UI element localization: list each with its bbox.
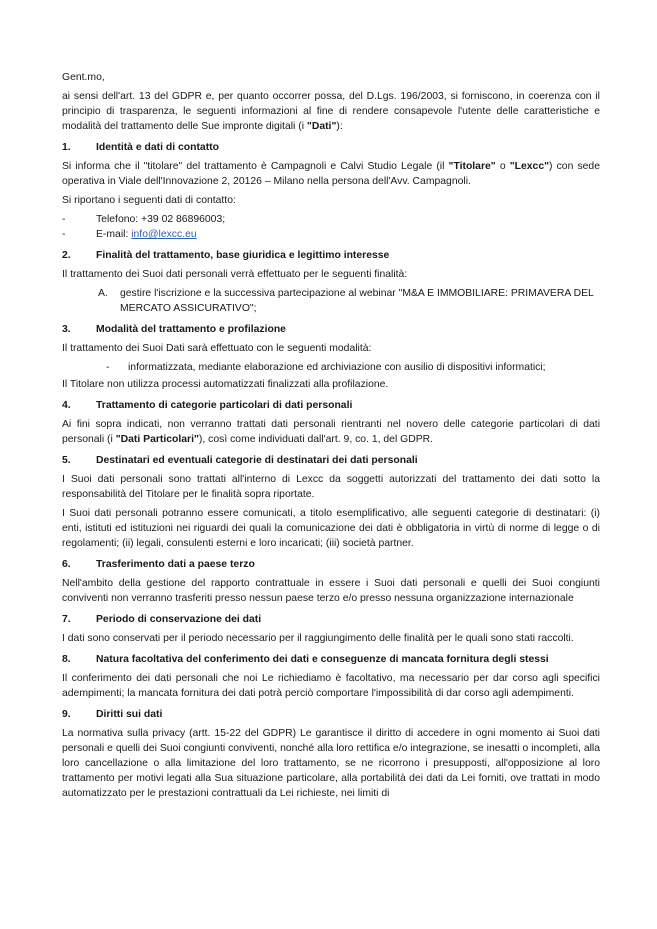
modality-text: informatizzata, mediante elaborazione ed archiviazione con ausilio di dispositivi informatici; <box>128 362 546 373</box>
section-6-paragraph: Nell'ambito della gestione del rapporto contrattuale in essere i Suoi dati personali e quelli dei Suoi congiunti conviventi non verranno trasferiti presso nessun paese terzo e/o presso nessuna organizzazione internazionale <box>62 578 600 604</box>
contact-intro: Si riportano i seguenti dati di contatto: <box>62 195 236 206</box>
section-number: 4. <box>62 400 71 411</box>
section-5-paragraph: I Suoi dati personali sono trattati all'interno di Lexcc da soggetti autorizzati del trattamento dei dati sotto la responsabilità del Titolare per le finalità sopra riportate. <box>62 474 600 500</box>
section-title: Trattamento di categorie particolari di dati personali <box>96 400 353 411</box>
contact-phone <box>62 212 600 227</box>
section-number: 8. <box>62 654 71 665</box>
text-run: Ai fini sopra indicati, non verranno trattati dati personali rientranti nel novero delle categorie particolari di dati personali (i <box>62 419 600 445</box>
section-number: 6. <box>62 559 71 570</box>
greeting: Gent.mo, <box>62 72 105 83</box>
list-bullet: - <box>62 214 66 225</box>
titolare-term: "Titolare" <box>448 161 496 172</box>
section-title: Periodo di conservazione dei dati <box>96 614 262 625</box>
purpose-item-a <box>98 286 600 316</box>
list-marker: A. <box>98 288 108 299</box>
section-number: 5. <box>62 455 71 466</box>
email-label: E-mail: <box>96 229 132 240</box>
intro-dati-term: "Dati" <box>306 121 337 132</box>
section-1-paragraph <box>62 159 600 189</box>
text-run: o <box>495 161 510 172</box>
section-title: Finalità del trattamento, base giuridica e legittimo interesse <box>96 250 390 261</box>
section-3-heading <box>62 322 600 337</box>
text-run: Si informa che il "titolare" del trattamento è Campagnoli e Calvi Studio Legale (il <box>62 161 449 172</box>
section-title: Identità e dati di contatto <box>96 142 219 153</box>
section-7-paragraph: I dati sono conservati per il periodo necessario per il raggiungimento delle finalità per le quali sono stati raccolti. <box>62 633 574 644</box>
section-3-paragraph-2: Il Titolare non utilizza processi automatizzati finalizzati alla profilazione. <box>62 379 389 390</box>
section-4-heading <box>62 398 600 413</box>
section-5-paragraph-2: I Suoi dati personali potranno essere comunicati, a titolo esemplificativo, alle seguenti categorie di destinatari: (i) enti, istituti ed istituzioni nei riguardi dei quali la comunicazione dei dati è obbligatoria in virtù di norme di legge o di regolamenti; (ii) legali, consulenti esterni e loro incaricati; (iii) società partner. <box>62 508 600 549</box>
intro-paragraph <box>62 89 600 134</box>
purpose-text: gestire l'iscrizione e la successiva partecipazione al webinar "M&A E IMMOBILIARE: PRIMAVERA DEL MERCATO ASSICURATIVO"; <box>120 288 594 314</box>
section-number: 3. <box>62 324 71 335</box>
section-number: 1. <box>62 142 71 153</box>
list-bullet: - <box>106 362 110 373</box>
section-number: 7. <box>62 614 71 625</box>
section-3-paragraph: Il trattamento dei Suoi Dati sarà effettuato con le seguenti modalità: <box>62 343 372 354</box>
intro-text: ai sensi dell'art. 13 del GDPR e, per quanto occorrer possa, del D.Lgs. 196/2003, si forniscono, in coerenza con il principio di trasparenza, le seguenti informazioni al fine di rendere consapevole l'utente delle caratteristiche e modalità del trattamento delle Sue impronte digitali (i <box>62 91 600 132</box>
section-number: 9. <box>62 709 71 720</box>
contact-email <box>62 227 600 242</box>
list-bullet: - <box>62 229 66 240</box>
modality-item <box>106 360 600 375</box>
section-6-heading <box>62 557 600 572</box>
section-number: 2. <box>62 250 71 261</box>
section-1-heading <box>62 140 600 155</box>
section-2-heading <box>62 248 600 263</box>
section-9-heading <box>62 707 600 722</box>
section-8-heading <box>62 652 600 667</box>
section-7-heading <box>62 612 600 627</box>
privacy-notice-page <box>62 70 600 805</box>
section-title: Destinatari ed eventuali categorie di destinatari dei dati personali <box>96 455 418 466</box>
section-2-paragraph: Il trattamento dei Suoi dati personali verrà effettuato per le seguenti finalità: <box>62 269 408 280</box>
text-run: ) con sede operativa in Viale dell'Innovazione 2, 20126 – Milano nella persona dell'Avv. Campagnoli. <box>62 161 600 187</box>
intro-end: ): <box>336 121 343 132</box>
email-link[interactable]: info@lexcc.eu <box>131 229 197 240</box>
lexcc-term: "Lexcc" <box>509 161 550 172</box>
section-title: Trasferimento dati a paese terzo <box>96 559 255 570</box>
section-title: Diritti sui dati <box>96 709 163 720</box>
section-4-paragraph <box>62 417 600 447</box>
text-run: ), così come individuati dall'art. 9, co. 1, del GDPR. <box>198 434 434 445</box>
phone-text: Telefono: +39 02 86896003; <box>96 214 226 225</box>
section-8-paragraph: Il conferimento dei dati personali che noi Le richiediamo è facoltativo, ma necessario per dar corso agli specifici adempimenti; la mancata fornitura dei dati potrà perciò comportare l'impossibilità di dar corso agli adempimenti. <box>62 673 600 699</box>
section-9-paragraph: La normativa sulla privacy (artt. 15-22 del GDPR) Le garantisce il diritto di accedere in ogni momento ai Suoi dati personali e quelli dei Suoi congiunti conviventi, nonché alla loro rettifica e/o integrazione, se inesatti o incompleti, alla loro cancellazione o alla limitazione del loro trattamento, se ne ricorrono i presupposti, all'opposizione al loro trattamento per motivi legati alla Sua situazione particolare, alla portabilità dei dati da Lei forniti, ove trattati in modo automatizzato per le prestazioni contrattuali da Lei richieste, nei limiti di <box>62 728 600 799</box>
section-title: Modalità del trattamento e profilazione <box>96 324 286 335</box>
dati-particolari-term: "Dati Particolari" <box>115 434 199 445</box>
section-title: Natura facoltativa del conferimento dei dati e conseguenze di mancata fornitura degli stessi <box>96 654 549 665</box>
section-5-heading <box>62 453 600 468</box>
